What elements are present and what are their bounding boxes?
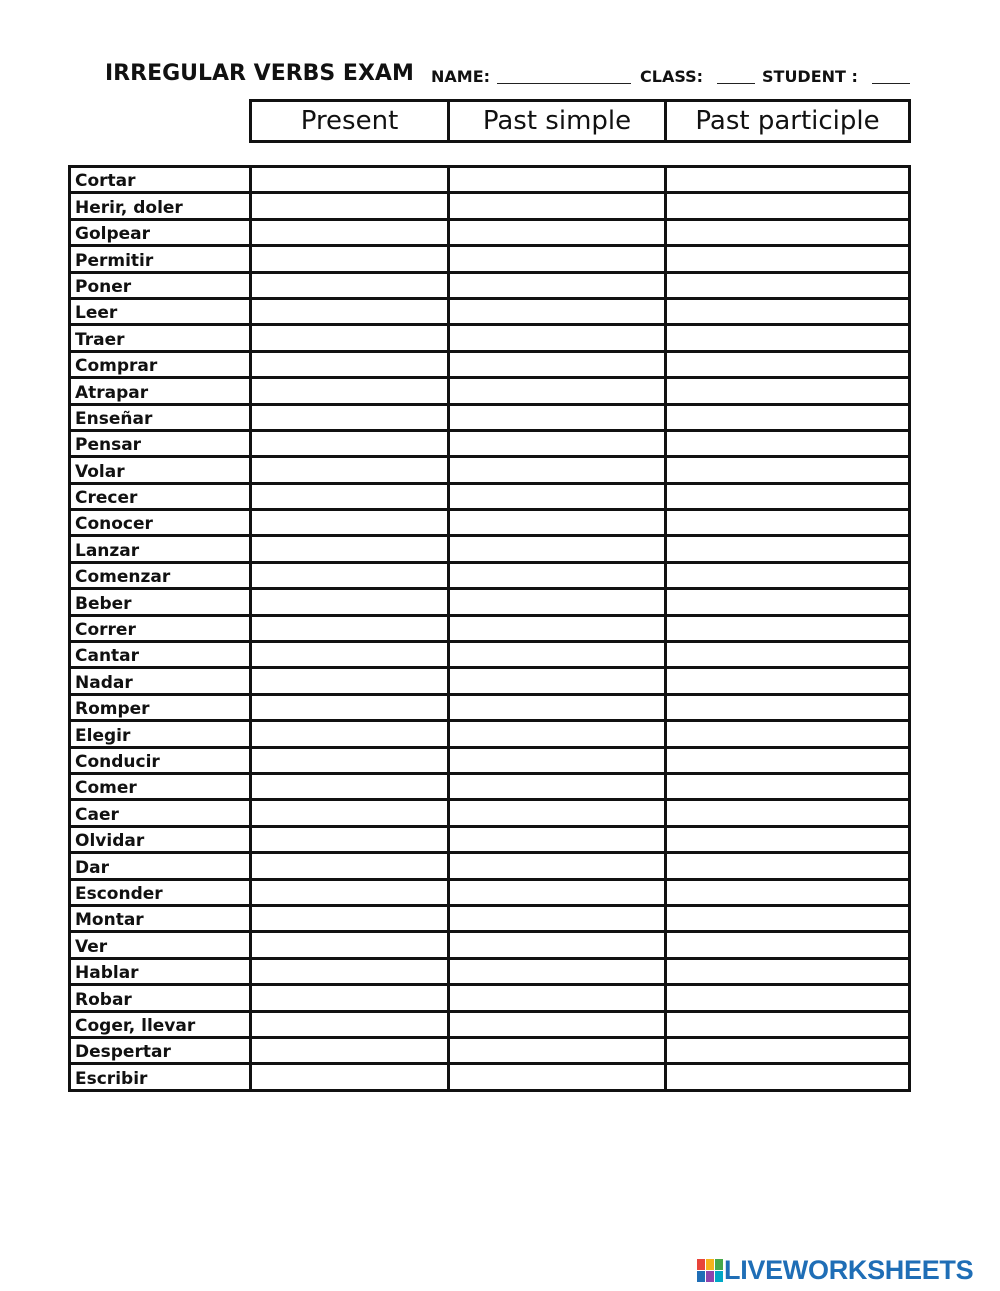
past-participle-answer-cell[interactable]: [666, 800, 910, 826]
past-simple-answer-cell[interactable]: [449, 958, 666, 984]
present-answer-cell[interactable]: [251, 642, 449, 668]
past-simple-answer-cell[interactable]: [449, 800, 666, 826]
table-row: [70, 272, 910, 298]
present-answer-cell[interactable]: [251, 457, 449, 483]
past-simple-answer-cell[interactable]: [449, 562, 666, 588]
verb-label: Esconder: [70, 879, 251, 905]
past-simple-answer-cell[interactable]: [449, 246, 666, 272]
verb-label: Caer: [70, 800, 251, 826]
table-row: [70, 642, 910, 668]
verb-label: Ver: [70, 932, 251, 958]
verb-label: Crecer: [70, 483, 251, 509]
past-simple-answer-cell[interactable]: [449, 378, 666, 404]
table-row: [70, 985, 910, 1011]
past-participle-answer-cell[interactable]: [666, 958, 910, 984]
present-answer-cell[interactable]: [251, 826, 449, 852]
past-participle-answer-cell[interactable]: [666, 457, 910, 483]
verb-label: Escribir: [70, 1064, 251, 1090]
logo-cubes-icon: [697, 1259, 723, 1283]
verb-label: Dar: [70, 853, 251, 879]
present-answer-cell[interactable]: [251, 985, 449, 1011]
verb-table-body: [70, 167, 910, 1091]
present-answer-cell[interactable]: [251, 958, 449, 984]
verb-label: Olvidar: [70, 826, 251, 852]
present-answer-cell[interactable]: [251, 773, 449, 799]
present-answer-cell[interactable]: [251, 853, 449, 879]
present-answer-cell[interactable]: [251, 562, 449, 588]
present-answer-cell[interactable]: [251, 668, 449, 694]
past-participle-answer-cell[interactable]: [666, 905, 910, 931]
table-row: [70, 1011, 910, 1037]
table-row: [70, 668, 910, 694]
present-answer-cell[interactable]: [251, 747, 449, 773]
table-row: [70, 510, 910, 536]
past-participle-answer-cell[interactable]: [666, 932, 910, 958]
table-row: [70, 325, 910, 351]
past-participle-answer-cell[interactable]: [666, 562, 910, 588]
present-answer-cell[interactable]: [251, 879, 449, 905]
past-simple-answer-cell[interactable]: [449, 536, 666, 562]
past-participle-answer-cell[interactable]: [666, 589, 910, 615]
verb-label: Enseñar: [70, 404, 251, 430]
column-header-past-simple: Past simple: [449, 101, 666, 142]
verb-label: Cantar: [70, 642, 251, 668]
past-participle-answer-cell[interactable]: [666, 642, 910, 668]
present-answer-cell[interactable]: [251, 1037, 449, 1063]
table-row: [70, 800, 910, 826]
past-participle-answer-cell[interactable]: [666, 853, 910, 879]
past-participle-answer-cell[interactable]: [666, 193, 910, 219]
present-answer-cell[interactable]: [251, 351, 449, 377]
present-answer-cell[interactable]: [251, 298, 449, 324]
verb-label: Elegir: [70, 721, 251, 747]
table-row: [70, 826, 910, 852]
verb-table: [68, 165, 911, 1092]
table-row: [70, 219, 910, 245]
table-row: [70, 879, 910, 905]
present-answer-cell[interactable]: [251, 536, 449, 562]
table-row: [70, 430, 910, 456]
verb-label: Hablar: [70, 958, 251, 984]
past-simple-answer-cell[interactable]: [449, 483, 666, 509]
past-simple-answer-cell[interactable]: [449, 404, 666, 430]
table-row: [70, 694, 910, 720]
past-simple-answer-cell[interactable]: [449, 457, 666, 483]
verb-label: Cortar: [70, 167, 251, 193]
verb-label: Leer: [70, 298, 251, 324]
exam-header: [105, 58, 915, 90]
past-participle-answer-cell[interactable]: [666, 1037, 910, 1063]
past-simple-answer-cell[interactable]: [449, 1037, 666, 1063]
past-participle-answer-cell[interactable]: [666, 404, 910, 430]
table-row: [70, 193, 910, 219]
student-blank-line[interactable]: [872, 83, 910, 84]
past-simple-answer-cell[interactable]: [449, 932, 666, 958]
past-participle-answer-cell[interactable]: [666, 298, 910, 324]
present-answer-cell[interactable]: [251, 325, 449, 351]
verb-label: Montar: [70, 905, 251, 931]
verb-label: Comenzar: [70, 562, 251, 588]
past-simple-answer-cell[interactable]: [449, 773, 666, 799]
past-participle-answer-cell[interactable]: [666, 325, 910, 351]
past-simple-answer-cell[interactable]: [449, 985, 666, 1011]
table-row: [70, 562, 910, 588]
verb-label: Nadar: [70, 668, 251, 694]
past-participle-answer-cell[interactable]: [666, 272, 910, 298]
present-answer-cell[interactable]: [251, 272, 449, 298]
past-participle-answer-cell[interactable]: [666, 246, 910, 272]
verb-label: Poner: [70, 272, 251, 298]
past-simple-answer-cell[interactable]: [449, 510, 666, 536]
past-participle-answer-cell[interactable]: [666, 1064, 910, 1090]
table-row: [70, 167, 910, 193]
verb-label: Pensar: [70, 430, 251, 456]
past-participle-answer-cell[interactable]: [666, 773, 910, 799]
table-row: [70, 457, 910, 483]
present-answer-cell[interactable]: [251, 1011, 449, 1037]
past-simple-answer-cell[interactable]: [449, 694, 666, 720]
past-participle-answer-cell[interactable]: [666, 536, 910, 562]
present-answer-cell[interactable]: [251, 378, 449, 404]
past-simple-answer-cell[interactable]: [449, 1064, 666, 1090]
past-simple-answer-cell[interactable]: [449, 668, 666, 694]
past-simple-answer-cell[interactable]: [449, 905, 666, 931]
table-row: [70, 721, 910, 747]
name-blank-line[interactable]: [497, 83, 631, 84]
table-row: [70, 615, 910, 641]
past-simple-answer-cell[interactable]: [449, 298, 666, 324]
past-simple-answer-cell[interactable]: [449, 272, 666, 298]
present-answer-cell[interactable]: [251, 430, 449, 456]
past-participle-answer-cell[interactable]: [666, 378, 910, 404]
liveworksheets-logo: [697, 1255, 993, 1285]
past-participle-answer-cell[interactable]: [666, 219, 910, 245]
past-participle-answer-cell[interactable]: [666, 430, 910, 456]
table-row: [70, 351, 910, 377]
table-row: [70, 1037, 910, 1063]
table-row: [70, 932, 910, 958]
present-answer-cell[interactable]: [251, 246, 449, 272]
present-answer-cell[interactable]: [251, 589, 449, 615]
table-row: [70, 589, 910, 615]
table-row: [70, 246, 910, 272]
past-participle-answer-cell[interactable]: [666, 1011, 910, 1037]
past-participle-answer-cell[interactable]: [666, 721, 910, 747]
present-answer-cell[interactable]: [251, 219, 449, 245]
column-header-present: Present: [251, 101, 449, 142]
verb-label: Correr: [70, 615, 251, 641]
verb-label: Lanzar: [70, 536, 251, 562]
present-answer-cell[interactable]: [251, 932, 449, 958]
verb-label: Comer: [70, 773, 251, 799]
verb-label: Volar: [70, 457, 251, 483]
table-row: [70, 1064, 910, 1090]
past-simple-answer-cell[interactable]: [449, 615, 666, 641]
column-header-row: [251, 101, 910, 142]
verb-label: Romper: [70, 694, 251, 720]
verb-label: Despertar: [70, 1037, 251, 1063]
past-simple-answer-cell[interactable]: [449, 721, 666, 747]
past-participle-answer-cell[interactable]: [666, 985, 910, 1011]
class-blank-line[interactable]: [717, 83, 755, 84]
verb-label: Traer: [70, 325, 251, 351]
logo-text: LIVEWORKSHEETS: [724, 1255, 974, 1285]
past-simple-answer-cell[interactable]: [449, 879, 666, 905]
table-row: [70, 958, 910, 984]
present-answer-cell[interactable]: [251, 721, 449, 747]
past-simple-answer-cell[interactable]: [449, 747, 666, 773]
present-answer-cell[interactable]: [251, 193, 449, 219]
verb-label: Beber: [70, 589, 251, 615]
present-answer-cell[interactable]: [251, 800, 449, 826]
verb-label: Comprar: [70, 351, 251, 377]
past-simple-answer-cell[interactable]: [449, 430, 666, 456]
present-answer-cell[interactable]: [251, 1064, 449, 1090]
past-simple-answer-cell[interactable]: [449, 351, 666, 377]
present-answer-cell[interactable]: [251, 694, 449, 720]
table-row: [70, 483, 910, 509]
present-answer-cell[interactable]: [251, 167, 449, 193]
student-label: STUDENT :: [762, 67, 858, 86]
verb-label: Conocer: [70, 510, 251, 536]
exam-title: IRREGULAR VERBS EXAM: [105, 61, 414, 86]
present-answer-cell[interactable]: [251, 905, 449, 931]
verb-label: Atrapar: [70, 378, 251, 404]
table-row: [70, 905, 910, 931]
past-participle-answer-cell[interactable]: [666, 351, 910, 377]
past-simple-answer-cell[interactable]: [449, 826, 666, 852]
table-row: [70, 853, 910, 879]
past-participle-answer-cell[interactable]: [666, 167, 910, 193]
past-participle-answer-cell[interactable]: [666, 668, 910, 694]
verb-label: Golpear: [70, 219, 251, 245]
column-header-table: [249, 99, 911, 143]
present-answer-cell[interactable]: [251, 615, 449, 641]
table-row: [70, 773, 910, 799]
table-row: [70, 378, 910, 404]
present-answer-cell[interactable]: [251, 510, 449, 536]
past-simple-answer-cell[interactable]: [449, 1011, 666, 1037]
past-simple-answer-cell[interactable]: [449, 642, 666, 668]
table-row: [70, 747, 910, 773]
past-participle-answer-cell[interactable]: [666, 615, 910, 641]
past-participle-answer-cell[interactable]: [666, 826, 910, 852]
past-simple-answer-cell[interactable]: [449, 193, 666, 219]
name-label: NAME:: [431, 67, 491, 86]
present-answer-cell[interactable]: [251, 483, 449, 509]
verb-label: Herir, doler: [70, 193, 251, 219]
class-label: CLASS:: [640, 67, 704, 86]
verb-label: Coger, llevar: [70, 1011, 251, 1037]
verb-label: Conducir: [70, 747, 251, 773]
past-participle-answer-cell[interactable]: [666, 483, 910, 509]
table-row: [70, 298, 910, 324]
table-row: [70, 404, 910, 430]
column-header-past-participle: Past participle: [666, 101, 910, 142]
past-simple-answer-cell[interactable]: [449, 589, 666, 615]
verb-label: Permitir: [70, 246, 251, 272]
past-participle-answer-cell[interactable]: [666, 747, 910, 773]
past-simple-answer-cell[interactable]: [449, 167, 666, 193]
past-simple-answer-cell[interactable]: [449, 325, 666, 351]
table-row: [70, 536, 910, 562]
past-simple-answer-cell[interactable]: [449, 219, 666, 245]
verb-label: Robar: [70, 985, 251, 1011]
past-participle-answer-cell[interactable]: [666, 879, 910, 905]
past-participle-answer-cell[interactable]: [666, 510, 910, 536]
past-participle-answer-cell[interactable]: [666, 694, 910, 720]
past-simple-answer-cell[interactable]: [449, 853, 666, 879]
present-answer-cell[interactable]: [251, 404, 449, 430]
